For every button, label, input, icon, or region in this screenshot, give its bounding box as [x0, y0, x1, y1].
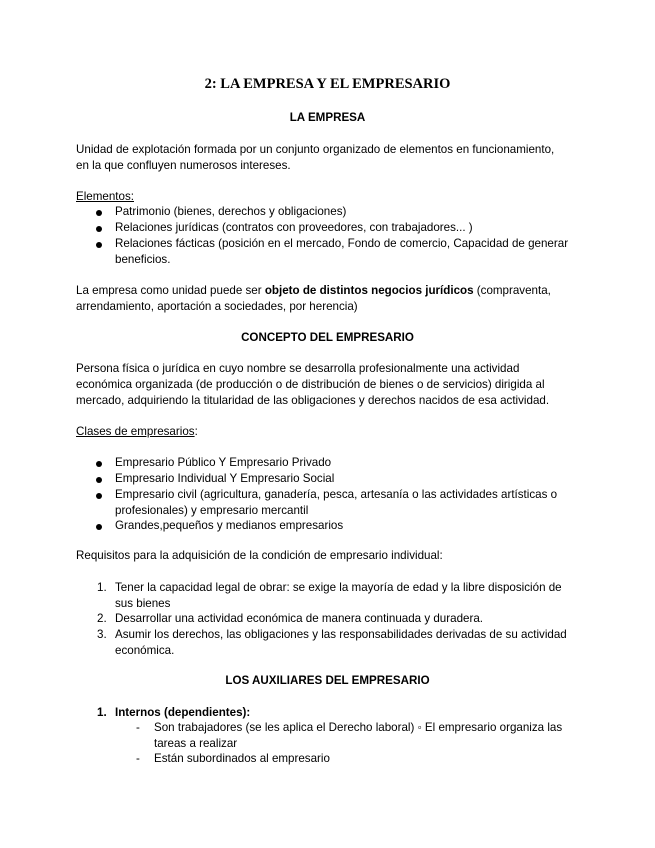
bullet-icon [96, 242, 102, 248]
element-item-continuation: beneficios. [115, 253, 171, 266]
bullet-icon [96, 226, 102, 232]
bullet-icon [96, 493, 102, 499]
requirement-item-continuation: sus bienes [115, 597, 171, 610]
classes-label: Clases de empresarios [76, 425, 195, 438]
class-item: Empresario Individual Y Empresario Social [115, 472, 335, 485]
bullet-icon [96, 461, 102, 467]
element-item: Patrimonio (bienes, derechos y obligaciones) [115, 205, 347, 218]
classes-colon: : [194, 425, 198, 438]
requirement-item-continuation: económica. [115, 644, 175, 657]
sub-item: Están subordinados al empresario [154, 752, 330, 765]
requirements-intro: Requisitos para la adquisición de la condición de empresario individual: [76, 549, 443, 562]
paragraph-part: La empresa como unidad puede ser [76, 284, 265, 297]
sub-item-continuation: tareas a realizar [154, 737, 238, 750]
requirement-item: Tener la capacidad legal de obrar: se exige la mayoría de edad y la libre disposición de [115, 581, 562, 594]
requirement-item: Desarrollar una actividad económica de manera continuada y duradera. [115, 612, 483, 625]
bullet-icon [96, 524, 102, 530]
concept-line: Persona física o jurídica en cuyo nombre se desarrolla profesionalmente una actividad [76, 362, 520, 375]
class-item: Empresario civil (agricultura, ganadería, pesca, artesanía o las actividades artísticas o [115, 488, 558, 501]
paragraph-empresa-unidad [76, 283, 551, 299]
dash-marker: - [136, 752, 140, 765]
intro-line-1: Unidad de explotación formada por un conjunto organizado de elementos en funcionamiento, [76, 143, 555, 156]
auxiliares-internos-label: Internos (dependientes): [115, 706, 251, 719]
bullet-icon [96, 210, 102, 216]
list-number: 2. [97, 612, 107, 625]
intro-line-2: en la que confluyen numerosos intereses. [76, 159, 291, 172]
requirement-item: Asumir los derechos, las obligaciones y las responsabilidades derivadas de su actividad [115, 628, 567, 641]
section-heading-auxiliares: LOS AUXILIARES DEL EMPRESARIO [225, 674, 430, 687]
class-item: Grandes,pequeños y medianos empresarios [115, 519, 344, 532]
concept-line: económica organizada (de producción o de distribución de bienes o de servicios) dirigida al [76, 378, 545, 391]
section-heading-concepto: CONCEPTO DEL EMPRESARIO [241, 331, 414, 344]
element-item: Relaciones fácticas (posición en el mercado, Fondo de comercio, Capacidad de generar [115, 237, 569, 250]
class-item-continuation: profesionales) y empresario mercantil [115, 504, 309, 517]
class-item: Empresario Público Y Empresario Privado [115, 456, 332, 469]
paragraph-empresa-unidad-line-2: arrendamiento, aportación a sociedades, por herencia) [76, 300, 358, 313]
sub-item: Son trabajadores (se les aplica el Derecho laboral) ◦ El empresario organiza las [154, 721, 563, 734]
bullet-icon [96, 477, 102, 483]
classes-label-line [76, 424, 198, 440]
document-title: 2: LA EMPRESA Y EL EMPRESARIO [204, 76, 451, 92]
list-number: 3. [97, 628, 107, 641]
elements-label: Elementos: [76, 190, 134, 203]
paragraph-part: (compraventa, [473, 284, 551, 297]
paragraph-bold-part: objeto de distintos negocios jurídicos [264, 284, 474, 297]
element-item: Relaciones jurídicas (contratos con proveedores, con trabajadores... ) [115, 221, 473, 234]
concept-line: mercado, adquiriendo la titularidad de las obligaciones y derechos nacidos de esa actividad. [76, 394, 550, 407]
dash-marker: - [136, 721, 140, 734]
list-number: 1. [97, 706, 107, 719]
list-number: 1. [97, 581, 107, 594]
section-heading-la-empresa: LA EMPRESA [289, 111, 366, 124]
